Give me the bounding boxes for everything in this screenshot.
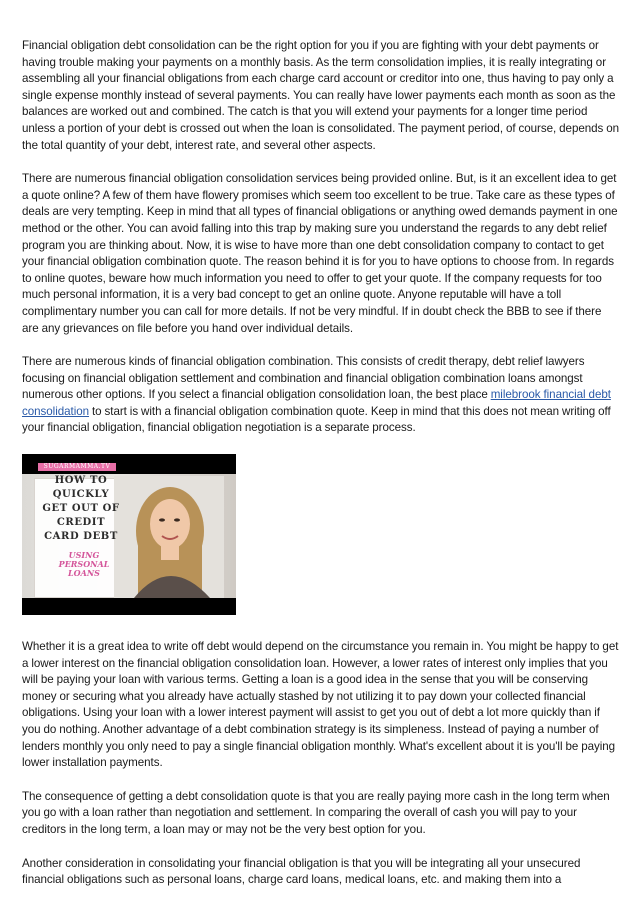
person-photo [114, 476, 224, 598]
paragraph-3-text-before: There are numerous kinds of financial obligation combination. This consists of credit therapy, debt relief lawyers focusing on financial obligation settlement and combination and financial obligation combination loans amongst numerous other options. If you select a financial obligation consolidation loan, the best place [22, 355, 585, 402]
title-line: CREDIT [56, 517, 106, 529]
paragraph-1: Financial obligation debt consolidation can be the right option for you if you are fighting with your debt payments or having trouble making your payments on a monthly basis. As the term consolidation implies, it is really integrating or assembling all your financial obligations from each charge card account or creditor into one, thus having to pay only a single expense monthly instead of several payments. You can really have lower payments each month as soon as the balances are worked out and combined. The catch is that you will extend your payments for a longer time period unless a portion of your debt is crossed out when the loan is consolidated. The payment period, of course, depends on the total quantity of your debt, interest rate, and several other aspects. [22, 39, 620, 152]
document-page [22, 38, 620, 906]
title-line: GET OUT OF [42, 503, 120, 515]
paragraph-2: There are numerous financial obligation consolidation services being provided online. But, is it an excellent idea to get a quote online? A few of them have flowery promises which seem too excellent to be true. Take care as these types of deals are very tempting. Keep in mind that all types of financial obligations or anything owed demands payment in one method or the other. You can avoid falling into this trap by making sure you understand the regards to any debt relief program you are thinking about. Now, it is wise to have more than one debt consolidation company to contact to get your financial obligation combination quote. The reason behind it is for you to have options to choose from. In regards to online quotes, beware how much information you need to offer to get your quote. If the company requests for too much personal information, it is a very bad concept to get an online quote. Anyone reputable will have a toll complimentary number you can call for more details. If not be very mindful. If in doubt check the BBB to see if there are any grievances on file before you hand over individual details. [22, 172, 618, 335]
milebrook-link[interactable]: milebrook financial debt consolidation [22, 388, 611, 418]
video-thumbnail-image[interactable] [22, 454, 236, 615]
paragraph-3 [22, 354, 620, 437]
thumbnail-tag: SUGARMAMMA.TV [38, 463, 116, 471]
paragraph-6: Another consideration in consolidating your financial obligation is that you will be integrating all your unsecured financial obligations such as personal loans, charge card loans, medical loans, etc. and making them into a [22, 856, 581, 887]
subtitle-line: LOANS [68, 568, 100, 579]
thumbnail-bottom-bar [22, 598, 236, 615]
subtitle-line: USING PERSONAL [58, 550, 110, 570]
title-line: HOW TO [54, 475, 108, 487]
thumbnail-subtitle [44, 551, 124, 578]
thumbnail-title [38, 474, 124, 544]
title-line: CARD DEBT [44, 531, 118, 543]
paragraph-5: The consequence of getting a debt consolidation quote is that you are really paying more cash in the long term when you go with a loan rather than negotiation and settlement. In comparing the overall of cash you will pay to your creditors in the long term, a loan may or may not be the very best option for you. [22, 789, 610, 836]
paragraph-3-text-after: to start is with a financial obligation combination quote. Keep in mind that this does not mean writing off your financial obligation, financial obligation negotiation is a separate process. [22, 404, 611, 435]
paragraph-4: Whether it is a great idea to write off debt would depend on the circumstance you remain in. You might be happy to get a lower interest on the financial obligation consolidation loan. However, a lower rates of interest only implies that you will be paying your loan with various terms. Getting a loan is a good idea in the sense that you will be conserving money or securing what you already have actually stashed by not utilizing it to pay down your collected financial obligations. Using your loan with a lower interest payment will assist to get you out of debt a lot more quickly than if you do nothing. Another advantage of a debt combination strategy is its simpleness. Instead of paying a number of lenders monthly you only need to pay a single financial obligation monthly. What's excellent about it is you'll be paying lower installation payments. [22, 640, 619, 770]
title-line: QUICKLY [52, 489, 110, 501]
